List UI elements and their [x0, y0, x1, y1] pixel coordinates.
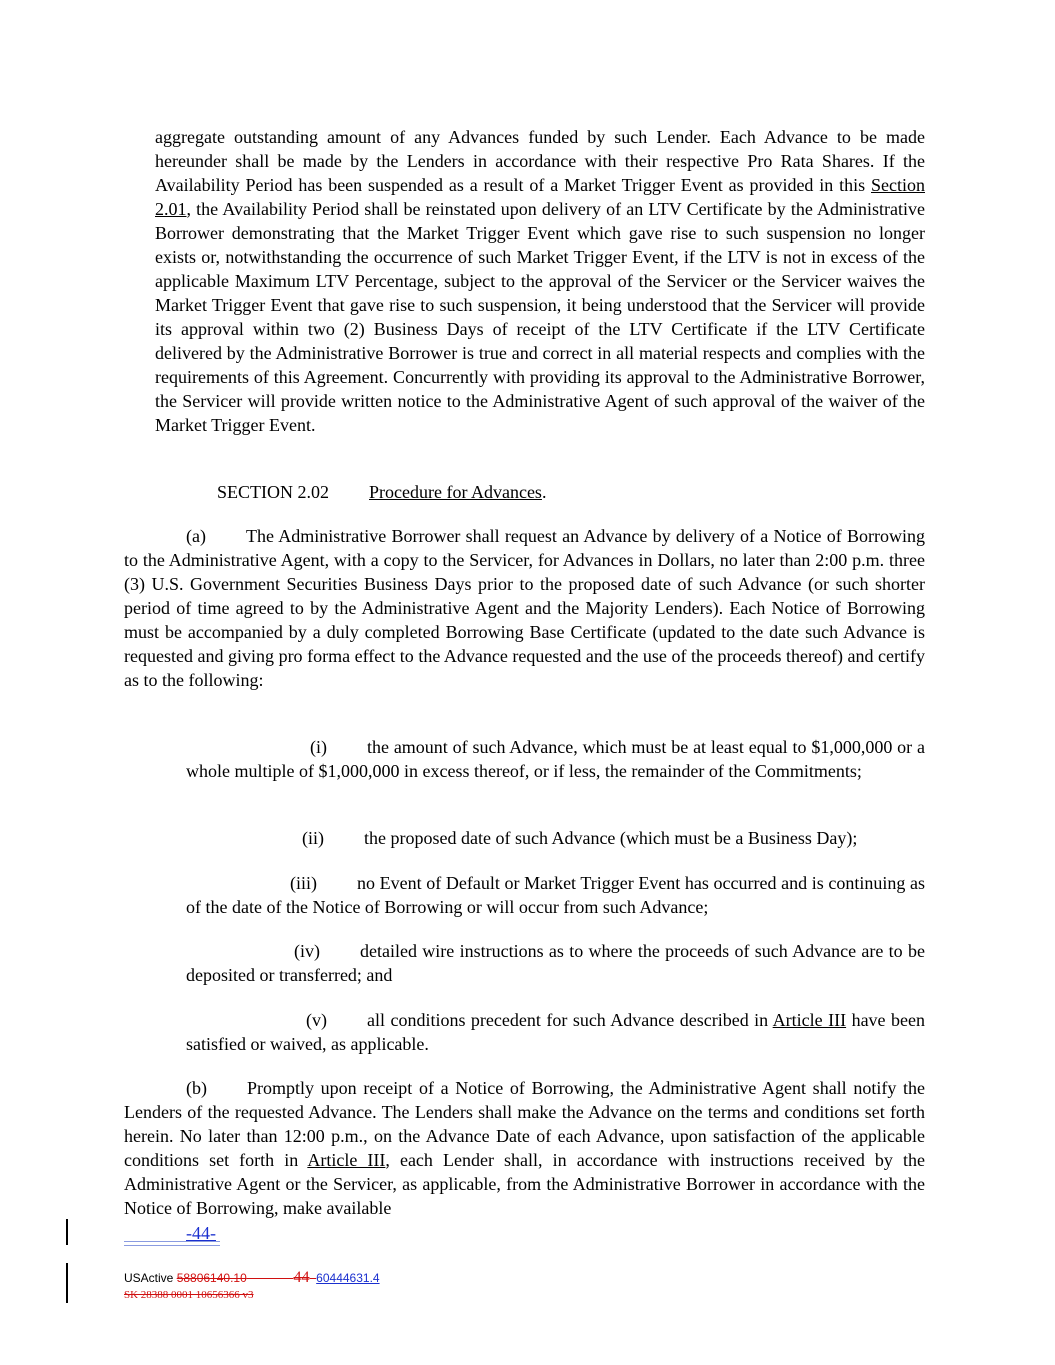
paragraph-a-label: (a): [186, 526, 206, 546]
footer-rule: [124, 1241, 220, 1246]
list-item-i: [186, 735, 925, 783]
intro-text-2: , the Availability Period shall be reinstated upon delivery of an LTV Certificate by the Administrative Borrower demonstrating that the Market Trigger Event which gave rise to such suspension no longer exists or, notwithstanding the occurrence of such Market Trigger Event, if the LTV is not in excess of the applicable Maximum LTV Percentage, subject to the approval of the Servicer or the Servicer waives the Market Trigger Event that gave rise to such suspension, it being understood that the Servicer will provide its approval within two (2) Business Days of receipt of the LTV Certificate if the LTV Certificate delivered by the Administrative Borrower is true and correct in all material respects and complies with the requirements of this Agreement. Concurrently with providing its approval to the Administrative Borrower, the Servicer will provide written notice to the Administrative Agent of such approval of the waiver of the Market Trigger Event.: [155, 199, 925, 435]
item-label: (iii): [290, 873, 317, 893]
footer-prefix: USActive: [124, 1271, 177, 1285]
section-2-01-link[interactable]: Section 2.01: [155, 175, 925, 219]
paragraph-b: [124, 1076, 925, 1220]
item-text: the amount of such Advance, which must be at least equal to $1,000,000 or a whole multiple of $1,000,000 in excess thereof, or if less, the remainder of the Commitments;: [186, 737, 925, 781]
article-iii-link[interactable]: Article III: [772, 1010, 847, 1030]
list-item-ii: [186, 826, 925, 850]
change-bar: [66, 1263, 68, 1303]
footer-deleted-ref: SK 28388 0001 10656366 v3: [124, 1289, 254, 1301]
article-iii-link[interactable]: Article III: [307, 1150, 386, 1170]
intro-paragraph: [155, 125, 925, 437]
deleted-page-number: 44: [293, 1269, 310, 1286]
paragraph-a: [124, 524, 925, 692]
deleted-doc-id: 58806140.10: [176, 1271, 247, 1285]
section-heading: [217, 480, 917, 504]
item-text-2: have been satisfied or waived, as applicable.: [186, 1010, 925, 1054]
paragraph-b-label: (b): [186, 1078, 207, 1098]
list-item-iv: [186, 939, 925, 987]
paragraph-b-text-1: Promptly upon receipt of a Notice of Borrowing, the Administrative Agent shall notify the Lenders of the requested Advance. The Lenders shall make the Advance on the terms and conditions set forth herein. No later than 12:00 p.m., on the Advance Date of each Advance, upon satisfaction of the applicable conditions set forth in: [124, 1078, 925, 1170]
section-title: Procedure for Advances: [369, 482, 542, 502]
item-text-1: all conditions precedent for such Advance described in: [367, 1010, 773, 1030]
item-text: detailed wire instructions as to where the proceeds of such Advance are to be deposited or transferred; and: [186, 941, 925, 985]
item-text: the proposed date of such Advance (which must be a Business Day);: [364, 828, 858, 848]
section-number: SECTION 2.02: [217, 482, 329, 502]
section-title-period: .: [541, 482, 547, 502]
footer-doc-id: [124, 1269, 380, 1287]
paragraph-b-text-2: , each Lender shall, in accordance with instructions received by the Administrative Agent or the Servicer, as applicable, from the Administrative Borrower in accordance with the Notice of Borrowing, make available: [124, 1150, 925, 1218]
page-number: -44-: [186, 1223, 216, 1243]
item-label: (iv): [294, 941, 320, 961]
intro-text-1: aggregate outstanding amount of any Advances funded by such Lender. Each Advance to be made hereunder shall be made by the Lenders in accordance with their respective Pro Rata Shares. If the Availability Period has been suspended as a result of a Market Trigger Event as provided in this: [155, 127, 925, 195]
item-text: no Event of Default or Market Trigger Event has occurred and is continuing as of the date of the Notice of Borrowing or will occur from such Advance;: [186, 873, 925, 917]
item-label: (i): [310, 737, 327, 757]
paragraph-a-text: The Administrative Borrower shall request an Advance by delivery of a Notice of Borrowing to the Administrative Agent, with a copy to the Servicer, for Advances in Dollars, no later than 2:00 p.m. three (3) U.S. Government Securities Business Days prior to the proposed date of such Advance (or such shorter period of time agreed to by the Administrative Agent and the Majority Lenders). Each Notice of Borrowing must be accompanied by a duly completed Borrowing Base Certificate (updated to the date such Advance is requested and giving pro forma effect to the Advance requested and the use of the proceeds thereof) and certify as to the following:: [124, 526, 925, 690]
list-item-v: [186, 1008, 925, 1056]
list-item-iii: [186, 871, 925, 919]
inserted-doc-id: 60444631.4: [316, 1271, 380, 1285]
change-bar: [66, 1219, 68, 1245]
item-label: (v): [306, 1010, 327, 1030]
item-label: (ii): [302, 828, 324, 848]
